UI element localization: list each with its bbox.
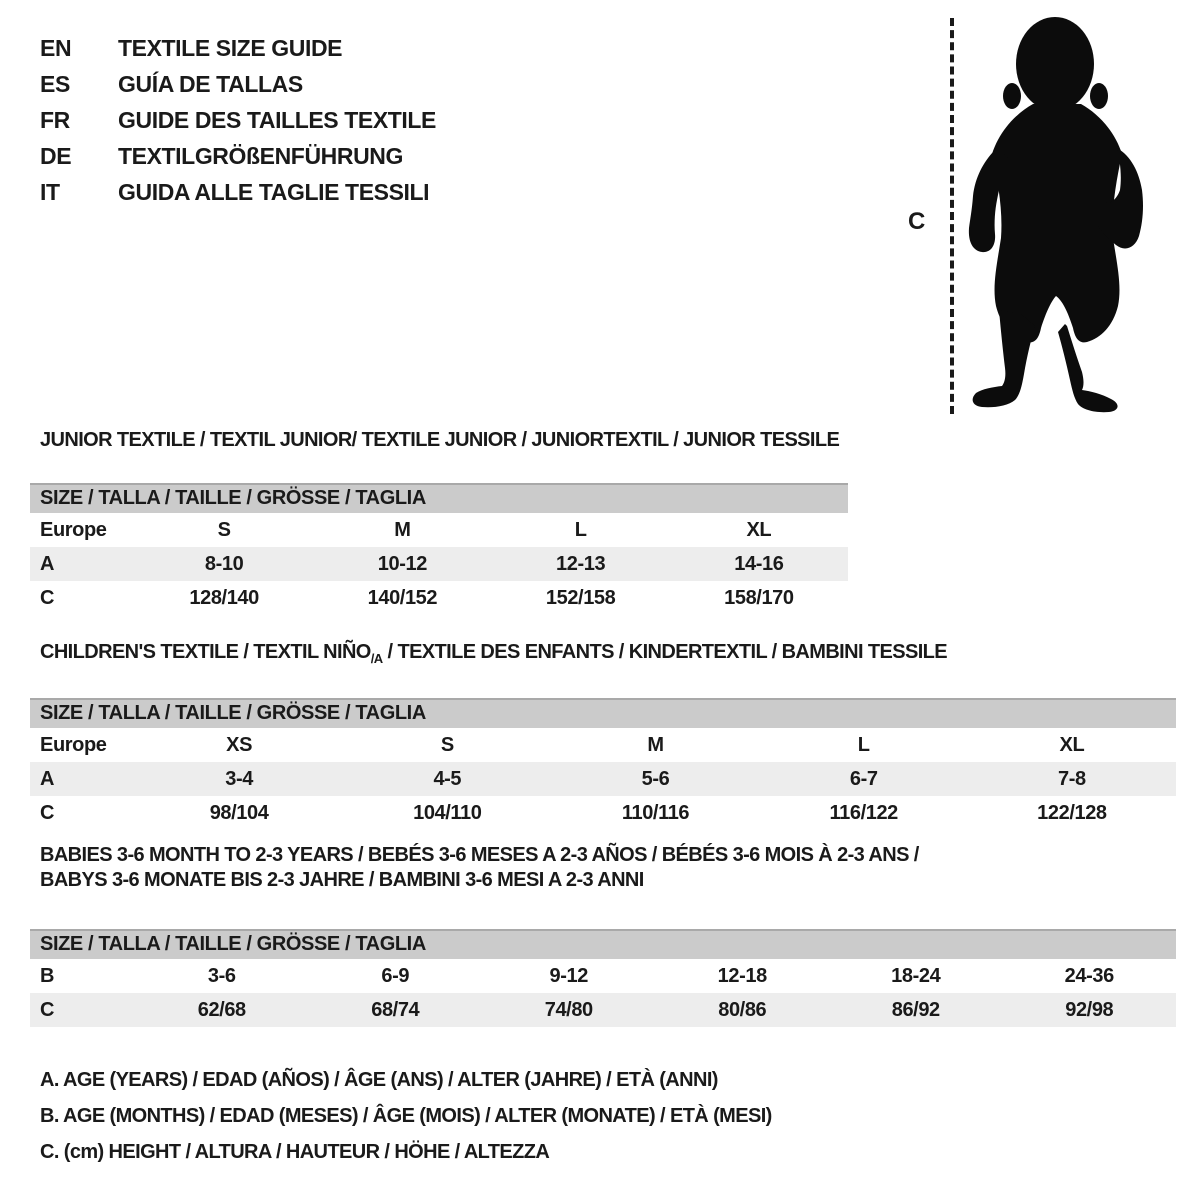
size-cell: XS <box>226 733 253 756</box>
size-cell: M <box>394 518 411 541</box>
children-size-header-bar: SIZE / TALLA / TAILLE / GRÖSSE / TAGLIA <box>30 698 1176 728</box>
language-row-it <box>40 174 436 210</box>
babies-section-heading <box>40 843 1176 893</box>
age-cell: 14-16 <box>734 552 784 575</box>
row-label: A <box>40 552 55 575</box>
language-code: EN <box>40 35 72 61</box>
section-babies <box>30 843 1176 1027</box>
language-row-de <box>40 138 436 174</box>
months-cell: 3-6 <box>207 964 236 987</box>
children-heading-post: / TEXTILE DES ENFANTS / KINDERTEXTIL / BAMBINI TESSILE <box>382 641 948 663</box>
size-cell: L <box>857 733 870 756</box>
junior-section-heading: JUNIOR TEXTILE / TEXTIL JUNIOR/ TEXTILE JUNIOR / JUNIORTEXTIL / JUNIOR TESSILE <box>40 429 840 451</box>
language-title: GUÍA DE TALLAS <box>118 71 303 97</box>
language-row-en <box>40 30 436 66</box>
height-cell: 104/110 <box>413 801 482 824</box>
age-cell: 10-12 <box>377 552 427 575</box>
language-code: IT <box>40 179 60 205</box>
junior-size-table <box>30 513 848 615</box>
table-row-height <box>30 993 1176 1027</box>
age-cell: 12-13 <box>556 552 606 575</box>
language-title: TEXTILGRÖßENFÜHRUNG <box>118 143 403 169</box>
children-size-table <box>30 728 1176 830</box>
babies-size-header-bar: SIZE / TALLA / TAILLE / GRÖSSE / TAGLIA <box>30 929 1176 959</box>
junior-size-header-bar: SIZE / TALLA / TAILLE / GRÖSSE / TAGLIA <box>30 483 848 513</box>
legend-a-age-years: A. AGE (YEARS) / EDAD (AÑOS) / ÂGE (ANS) / ALTER (JAHRE) / ETÀ (ANNI) <box>40 1069 718 1091</box>
size-cell: XL <box>1059 733 1085 756</box>
children-heading-subscript: /A <box>370 651 383 666</box>
height-measure-figure <box>898 12 1198 430</box>
height-cell: 140/152 <box>367 586 438 609</box>
row-label: B <box>40 964 55 987</box>
row-label: Europe <box>40 518 107 541</box>
section-junior-textile <box>30 428 848 615</box>
table-row-age <box>30 762 1176 796</box>
table-row-height <box>30 581 848 615</box>
height-cell: 86/92 <box>891 998 940 1021</box>
language-title-list <box>40 30 436 210</box>
table-row-months <box>30 959 1176 993</box>
size-cell: S <box>440 733 454 756</box>
size-cell: M <box>647 733 664 756</box>
language-row-es <box>40 66 436 102</box>
language-code: FR <box>40 107 70 133</box>
height-cell: 68/74 <box>371 998 420 1021</box>
height-cell: 128/140 <box>189 586 259 609</box>
row-label: A <box>40 767 55 790</box>
height-cell: 74/80 <box>544 998 593 1021</box>
age-cell: 5-6 <box>641 767 670 790</box>
babies-heading-line1: BABIES 3-6 MONTH TO 2-3 YEARS / BEBÉS 3-6 MESES A 2-3 AÑOS / BÉBÉS 3-6 MOIS À 2-3 ANS / <box>40 844 919 866</box>
language-title: GUIDE DES TAILLES TEXTILE <box>118 107 436 133</box>
language-title: TEXTILE SIZE GUIDE <box>118 35 343 61</box>
row-label: C <box>40 801 55 824</box>
table-row-europe <box>30 728 1176 762</box>
months-cell: 18-24 <box>891 964 941 987</box>
legend-c-height-cm: C. (cm) HEIGHT / ALTURA / HAUTEUR / HÖHE / ALTEZZA <box>40 1141 550 1163</box>
months-cell: 24-36 <box>1064 964 1114 987</box>
height-cell: 98/104 <box>209 801 269 824</box>
language-title: GUIDA ALLE TAGLIE TESSILI <box>118 179 430 205</box>
height-cell: 110/116 <box>621 801 690 824</box>
height-cell: 152/158 <box>545 586 616 609</box>
language-code: DE <box>40 143 72 169</box>
children-section-heading <box>40 640 1176 671</box>
height-cell: 62/68 <box>197 998 246 1021</box>
size-cell: XL <box>746 518 772 541</box>
age-cell: 4-5 <box>433 767 462 790</box>
measure-c-label: C <box>908 208 925 235</box>
age-cell: 6-7 <box>849 767 878 790</box>
table-row-europe <box>30 513 848 547</box>
age-cell: 3-4 <box>225 767 253 790</box>
height-cell: 92/98 <box>1065 998 1114 1021</box>
height-dashed-line <box>950 18 954 414</box>
age-cell: 8-10 <box>204 552 244 575</box>
size-cell: S <box>217 518 231 541</box>
months-cell: 12-18 <box>717 964 767 987</box>
language-row-fr <box>40 102 436 138</box>
age-cell: 7-8 <box>1058 767 1086 790</box>
table-row-height <box>30 796 1176 830</box>
babies-heading-line2: BABYS 3-6 MONATE BIS 2-3 JAHRE / BAMBINI 3-6 MESI A 2-3 ANNI <box>40 869 644 891</box>
size-cell: L <box>574 518 587 541</box>
row-label: Europe <box>40 733 107 756</box>
months-cell: 6-9 <box>381 964 410 987</box>
section-childrens-textile <box>30 640 1176 830</box>
babies-size-table <box>30 959 1176 1027</box>
row-label: C <box>40 586 55 609</box>
height-cell: 122/128 <box>1037 801 1107 824</box>
children-heading-pre: CHILDREN'S TEXTILE / TEXTIL NIÑO <box>40 641 371 663</box>
height-cell: 80/86 <box>718 998 767 1021</box>
height-cell: 158/170 <box>724 586 794 609</box>
months-cell: 9-12 <box>549 964 588 987</box>
height-cell: 116/122 <box>829 801 898 824</box>
legend-b-age-months: B. AGE (MONTHS) / EDAD (MESES) / ÂGE (MOIS) / ALTER (MONATE) / ETÀ (MESI) <box>40 1105 772 1127</box>
row-label: C <box>40 998 55 1021</box>
table-row-age <box>30 547 848 581</box>
measurement-legend <box>40 1062 772 1170</box>
language-code: ES <box>40 71 70 97</box>
toddler-silhouette-icon <box>965 14 1143 414</box>
